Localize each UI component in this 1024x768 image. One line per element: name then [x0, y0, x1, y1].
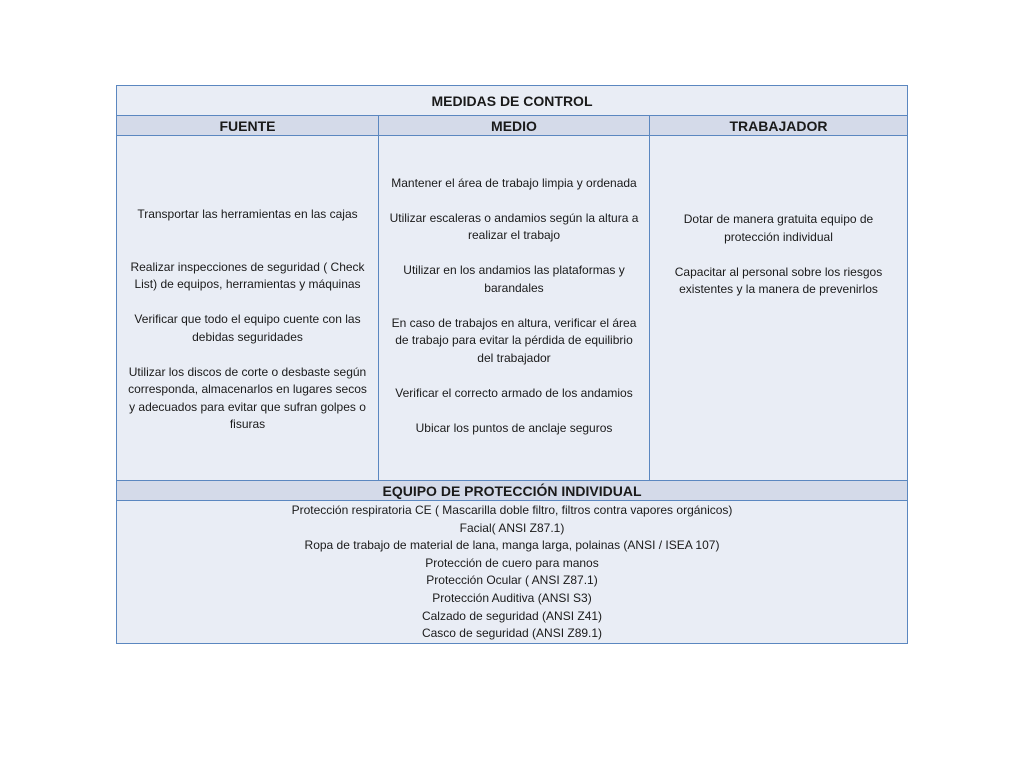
header-trabajador: TRABAJADOR: [650, 116, 908, 136]
header-medio: MEDIO: [379, 116, 650, 136]
fuente-item: Verificar que todo el equipo cuente con las debidas seguridades: [134, 312, 361, 344]
epi-item: Casco de seguridad (ANSI Z89.1): [421, 626, 603, 641]
medio-item: Verificar el correcto armado de los andamios: [395, 385, 633, 400]
table-title: MEDIDAS DE CONTROL: [117, 86, 908, 116]
fuente-item: Utilizar los discos de corte o desbaste según corresponda, almacenarlos en lugares secos y adecuados para evitar que sufran golpes o fisuras: [128, 364, 367, 432]
medio-item: Mantener el área de trabajo limpia y ordenada: [391, 175, 637, 190]
trabajador-item: Capacitar al personal sobre los riesgos existentes y la manera de prevenirlos: [674, 264, 883, 297]
fuente-cell: [117, 136, 379, 481]
epi-item: Ropa de trabajo de material de lana, manga larga, polainas (ANSI / ISEA 107): [304, 538, 720, 553]
epi-item: Protección Ocular ( ANSI Z87.1): [426, 573, 598, 588]
medio-item: Ubicar los puntos de anclaje seguros: [415, 420, 613, 435]
epi-item: Calzado de seguridad (ANSI Z41): [421, 608, 603, 623]
epi-list-row: [117, 501, 908, 644]
header-fuente: FUENTE: [117, 116, 379, 136]
fuente-item: Realizar inspecciones de seguridad ( Check List) de equipos, herramientas y máquinas: [130, 259, 365, 292]
epi-item: Protección de cuero para manos: [425, 555, 599, 570]
epi-list-cell: [117, 501, 908, 644]
epi-item: Protección Auditiva (ANSI S3): [432, 590, 592, 605]
epi-title: EQUIPO DE PROTECCIÓN INDIVIDUAL: [117, 481, 908, 501]
medio-item: Utilizar escaleras o andamios según la altura a realizar el trabajo: [389, 210, 639, 243]
epi-header-row: [117, 481, 908, 501]
fuente-item: Transportar las herramientas en las cajas: [137, 207, 358, 222]
medio-item: En caso de trabajos en altura, verificar el área de trabajo para evitar la pérdida de equilibrio del trabajador: [391, 315, 637, 365]
epi-item: Protección respiratoria CE ( Mascarilla doble filtro, filtros contra vapores orgánicos): [291, 503, 733, 517]
medio-cell: [379, 136, 650, 481]
epi-item: Facial( ANSI Z87.1): [459, 520, 565, 535]
trabajador-item: Dotar de manera gratuita equipo de protección individual: [683, 212, 874, 244]
title-row: [117, 86, 908, 116]
trabajador-cell: [650, 136, 908, 481]
measures-row: [117, 136, 908, 481]
control-measures-table: [116, 85, 908, 644]
header-row: [117, 116, 908, 136]
medio-item: Utilizar en los andamios las plataformas y barandales: [403, 263, 625, 295]
